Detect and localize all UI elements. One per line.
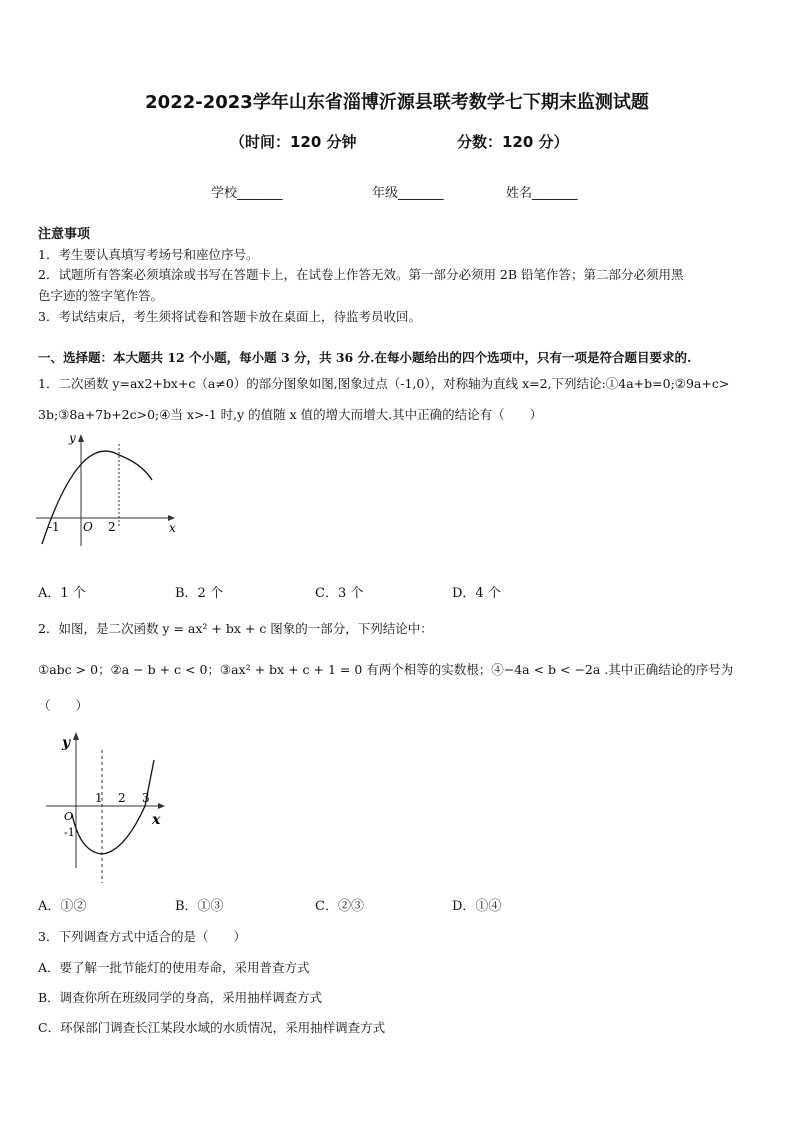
- notice-item: 1．考生要认真填写考场号和座位序号。: [38, 247, 259, 262]
- q1-origin-label: O: [83, 520, 93, 534]
- q2-origin-label: O: [64, 810, 74, 823]
- notice-heading: 注意事项: [38, 227, 91, 242]
- q2-x-label: x: [152, 812, 161, 828]
- notice-item: 色字迹的签字笔作答。: [38, 288, 164, 303]
- q3-option-a: A．要了解一批节能灯的使用寿命，采用普查方式: [38, 960, 310, 975]
- q3-option-c: C．环保部门调查长江某段水域的水质情况，采用抽样调查方式: [38, 1020, 386, 1035]
- q1-neg1-label: -1: [48, 520, 60, 534]
- notice-item: 2．试题所有答案必须填涂或书写在答题卡上，在试卷上作答无效。第一部分必须用 2B 铅笔作答；第二部分必须用黑: [38, 267, 684, 282]
- q2-y-label: y: [62, 735, 71, 751]
- section-heading: 一、选择题：本大题共 12 个小题，每小题 3 分，共 36 分.在每小题给出的四个选项中，只有一项是符合题目要求的.: [38, 350, 692, 365]
- q2-option-b: B．①③: [175, 899, 224, 914]
- q2-y-arrow: [73, 732, 79, 740]
- q2-stem-line2: ①abc > 0；②a − b + c < 0；③ax² + bx + c + 1 = 0 有两个相等的实数根；④−4a < b < −2a .其中正确结论的序号为: [38, 662, 734, 677]
- exam-score: 分数：120 分）: [457, 133, 569, 151]
- q2-two-label: 2: [118, 791, 126, 805]
- q3-option-b: B．调查你所在班级同学的身高，采用抽样调查方式: [38, 990, 323, 1005]
- q1-option-c: C．3 个: [315, 586, 364, 601]
- q1-stem-line2: 3b;③8a+7b+2c>0;④当 x>-1 时,y 的值随 x 值的增大而增大.其中正确的结论有（ ）: [38, 407, 543, 422]
- q2-option-d: D．①④: [452, 899, 502, 914]
- q1-y-label: y: [69, 431, 76, 445]
- q3-stem: 3．下列调查方式中适合的是（ ）: [38, 929, 246, 944]
- q2-option-c: C．②③: [315, 899, 364, 914]
- q1-option-d: D．4 个: [452, 586, 501, 601]
- q2-stem-line3: （ ）: [38, 698, 89, 713]
- q2-x-arrow: [158, 803, 165, 809]
- q2-parabola: [72, 760, 154, 854]
- q1-two-label: 2: [108, 520, 116, 534]
- q1-parabola-graph: [34, 428, 184, 550]
- name-field: 姓名_______: [506, 186, 578, 201]
- exam-time: （时间：120 分钟: [230, 133, 357, 151]
- q2-option-a: A．①②: [38, 899, 87, 914]
- q2-one-label: 1: [95, 791, 103, 805]
- q1-stem-line1: 1．二次函数 y=ax2+bx+c（a≠0）的部分图象如图,图象过点（-1,0），对称轴为直线 x=2,下列结论:①4a+b=0;②9a+c>: [38, 376, 730, 391]
- q2-neg1-label: -1: [64, 826, 75, 839]
- q2-parabola-graph: [40, 728, 170, 886]
- grade-field: 年级_______: [372, 186, 444, 201]
- q1-option-b: B．2 个: [175, 586, 223, 601]
- school-field: 学校_______: [211, 186, 283, 201]
- q2-stem-line1: 2．如图，是二次函数 y = ax² + bx + c 图象的一部分，下列结论中：: [38, 621, 433, 636]
- notice-item: 3．考试结束后，考生须将试卷和答题卡放在桌面上，待监考员收回。: [38, 309, 421, 324]
- q1-option-a: A．1 个: [38, 586, 86, 601]
- q2-three-label: 3: [142, 791, 150, 805]
- q1-x-label: x: [169, 521, 176, 535]
- page-title: 2022-2023学年山东省淄博沂源县联考数学七下期末监测试题: [145, 92, 649, 113]
- q1-y-arrow: [78, 434, 84, 442]
